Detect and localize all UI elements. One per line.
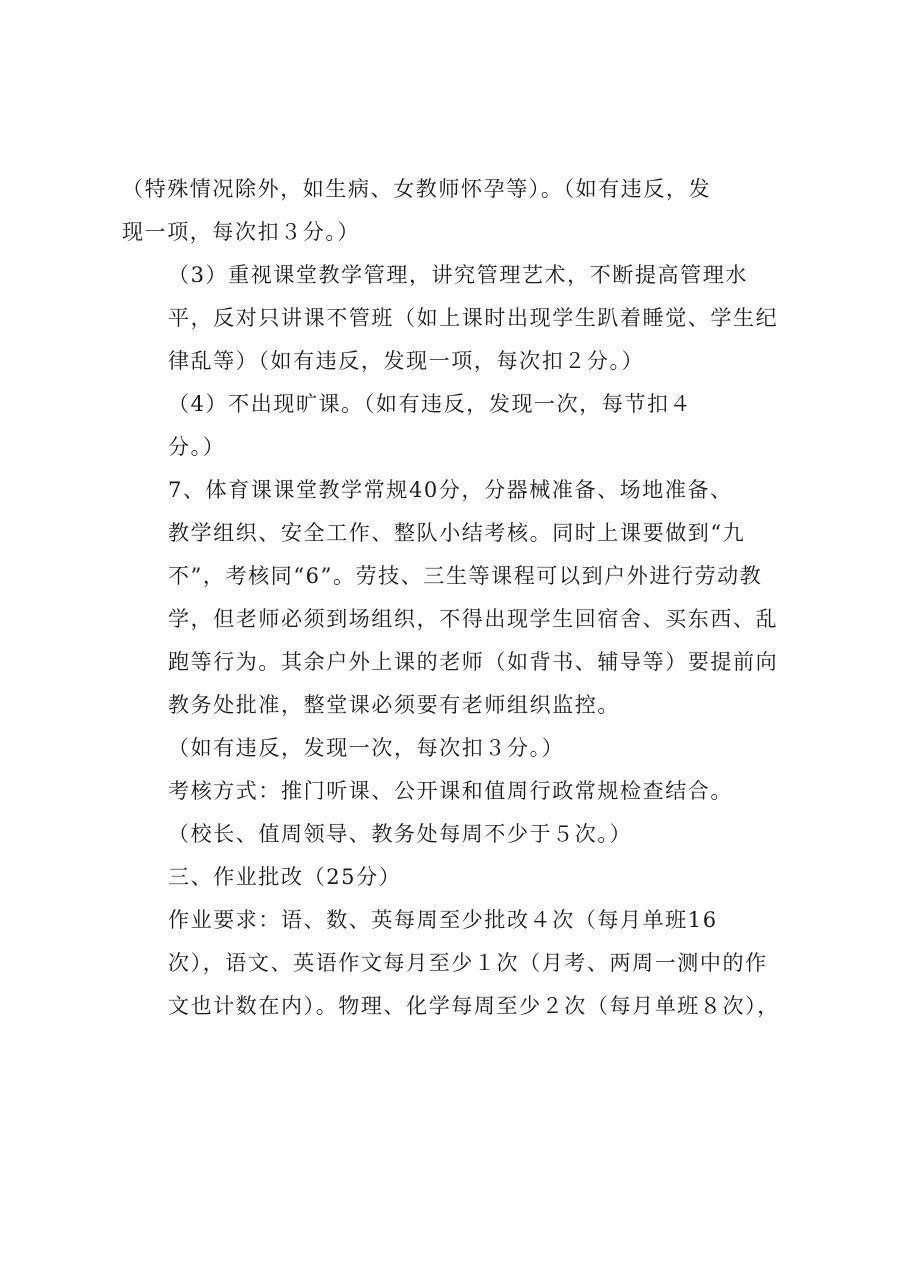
document-body — [122, 168, 790, 1028]
text-line: 不”，考核同“6”。劳技、三生等课程可以到户外进行劳动教 — [168, 564, 763, 588]
text-line: （特殊情况除外，如生病、女教师怀孕等）。（如有违反，发 — [122, 177, 712, 201]
section-heading-homework — [122, 856, 790, 899]
paragraph-pe-class-rules — [122, 469, 790, 727]
text-line: 考核方式：推门听课、公开课和值周行政常规检查结合。 — [168, 779, 733, 803]
text-line: 教学组织、安全工作、整队小结考核。同时上课要做到“九 — [168, 521, 746, 545]
text-line: （如有违反，发现一次，每次扣３分。） — [168, 736, 565, 760]
paragraph-no-absence — [122, 383, 790, 469]
text-line: （4）不出现旷课。（如有违反，发现一次，每节扣４ — [168, 392, 693, 416]
text-line: 次），语文、英语作文每月至少１次（月考、两周一测中的作 — [168, 951, 768, 975]
text-line: 作业要求：语、数、英每周至少批改４次（每月单班16 — [168, 908, 718, 932]
paragraph-violation-penalty — [122, 727, 790, 770]
text-line: 律乱等）（如有违反，发现一项，每次扣２分。） — [168, 349, 645, 373]
text-line: （3）重视课堂教学管理，讲究管理艺术，不断提高管理水 — [168, 263, 748, 287]
text-line: 三、作业批改（25分） — [168, 865, 402, 889]
text-line: 跑等行为。其余户外上课的老师（如背书、辅导等）要提前向 — [168, 650, 779, 674]
paragraph-special-cases — [122, 168, 790, 254]
paragraph-classroom-management — [122, 254, 790, 383]
text-line: 教务处批准，整堂课必须要有老师组织监控。 — [168, 693, 620, 717]
text-line: （校长、值周领导、教务处每周不少于５次。） — [168, 822, 633, 846]
text-line: 分。） — [168, 435, 226, 459]
paragraph-assessment-method — [122, 770, 790, 856]
text-line: 平，反对只讲课不管班（如上课时出现学生趴着睡觉、学生纪 — [168, 306, 779, 330]
text-line: 7、体育课课堂教学常规40分，分器械准备、场地准备、 — [168, 478, 733, 502]
paragraph-homework-requirements — [122, 899, 790, 1028]
text-line: 现一项，每次扣３分。） — [122, 220, 361, 244]
text-line: 学，但老师必须到场组织，不得出现学生回宿舍、买东西、乱 — [168, 607, 779, 631]
text-line: 文也计数在内）。物理、化学每周至少２次（每月单班８次）， — [168, 994, 780, 1018]
